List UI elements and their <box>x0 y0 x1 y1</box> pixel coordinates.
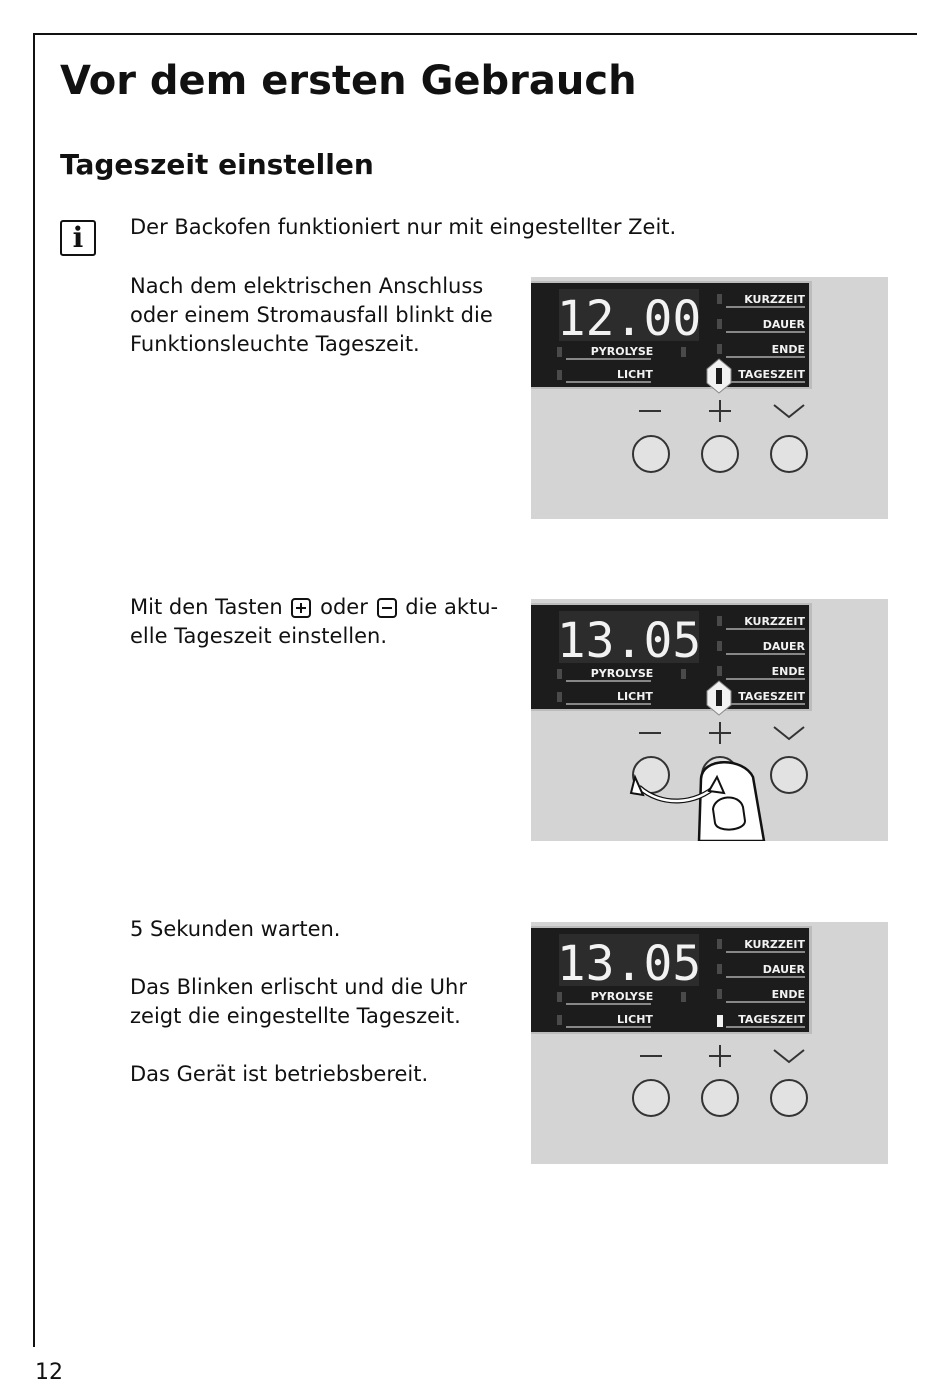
info-icon: i <box>60 220 96 256</box>
plus-button[interactable] <box>702 1080 738 1116</box>
minus-button[interactable] <box>633 436 669 472</box>
label-dauer: DAUER <box>762 318 805 331</box>
step-2-paragraph <box>130 593 525 651</box>
confirm-button[interactable] <box>771 1080 807 1116</box>
plus-key-icon <box>291 598 311 618</box>
label-tageszeit: TAGESZEIT <box>738 690 805 703</box>
oven-panel-3 <box>531 922 888 1164</box>
label-ende: ENDE <box>771 988 805 1001</box>
section-title: Tageszeit einstellen <box>60 148 374 181</box>
step-1-paragraph: Nach dem elektrischen Anschluss oder einem Stromausfall blinkt die Funktionsleuchte Tageszeit. <box>130 274 493 356</box>
label-pyrolyse: PYROLYSE <box>590 667 654 680</box>
label-ende: ENDE <box>771 343 805 356</box>
oven-panel-2 <box>531 599 888 841</box>
side-rule <box>33 33 35 1347</box>
info-note-text: Der Backofen funktioniert nur mit eingestellter Zeit. <box>130 215 677 239</box>
step-2-text-d: elle Tageszeit einstellen. <box>130 624 388 648</box>
label-tageszeit: TAGESZEIT <box>738 368 805 381</box>
plus-button[interactable] <box>702 436 738 472</box>
step-2-text-a: Mit den Tasten <box>130 595 283 619</box>
info-note <box>130 213 830 242</box>
page-number: 12 <box>35 1360 63 1385</box>
top-rule <box>33 33 917 35</box>
oven-panel-1-illustration <box>531 277 888 519</box>
time-display: 12.00 <box>556 291 702 347</box>
step-3-paragraph-3: Das Gerät ist betriebsbereit. <box>130 1062 429 1086</box>
label-licht: LICHT <box>617 1013 653 1026</box>
minus-key-icon <box>377 598 397 618</box>
step-2-text <box>130 593 525 651</box>
label-licht: LICHT <box>617 368 653 381</box>
label-dauer: DAUER <box>762 963 805 976</box>
time-display: 13.05 <box>556 613 702 669</box>
step-1-text <box>130 272 510 359</box>
label-pyrolyse: PYROLYSE <box>590 345 654 358</box>
confirm-button[interactable] <box>771 757 807 793</box>
label-ende: ENDE <box>771 665 805 678</box>
label-dauer: DAUER <box>762 640 805 653</box>
step-3-paragraph-2: Das Blinken erlischt und die Uhr zeigt die eingestellte Tageszeit. <box>130 975 467 1028</box>
label-pyrolyse: PYROLYSE <box>590 990 654 1003</box>
label-tageszeit: TAGESZEIT <box>738 1013 805 1026</box>
step-3-text <box>130 915 510 1089</box>
oven-panel-2-illustration <box>531 599 888 841</box>
oven-panel-3-illustration <box>531 922 888 1164</box>
time-display: 13.05 <box>556 936 702 992</box>
label-licht: LICHT <box>617 690 653 703</box>
minus-button[interactable] <box>633 1080 669 1116</box>
label-kurzzeit: KURZZEIT <box>744 938 805 951</box>
tageszeit-indicator-steady <box>717 1015 723 1027</box>
confirm-button[interactable] <box>771 436 807 472</box>
oven-panel-1 <box>531 277 888 519</box>
step-2-text-b: oder <box>320 595 368 619</box>
page-title: Vor dem ersten Gebrauch <box>60 58 637 104</box>
step-3-paragraph-1: 5 Sekunden warten. <box>130 917 341 941</box>
step-2-text-c: die aktu- <box>405 595 499 619</box>
label-kurzzeit: KURZZEIT <box>744 615 805 628</box>
label-kurzzeit: KURZZEIT <box>744 293 805 306</box>
